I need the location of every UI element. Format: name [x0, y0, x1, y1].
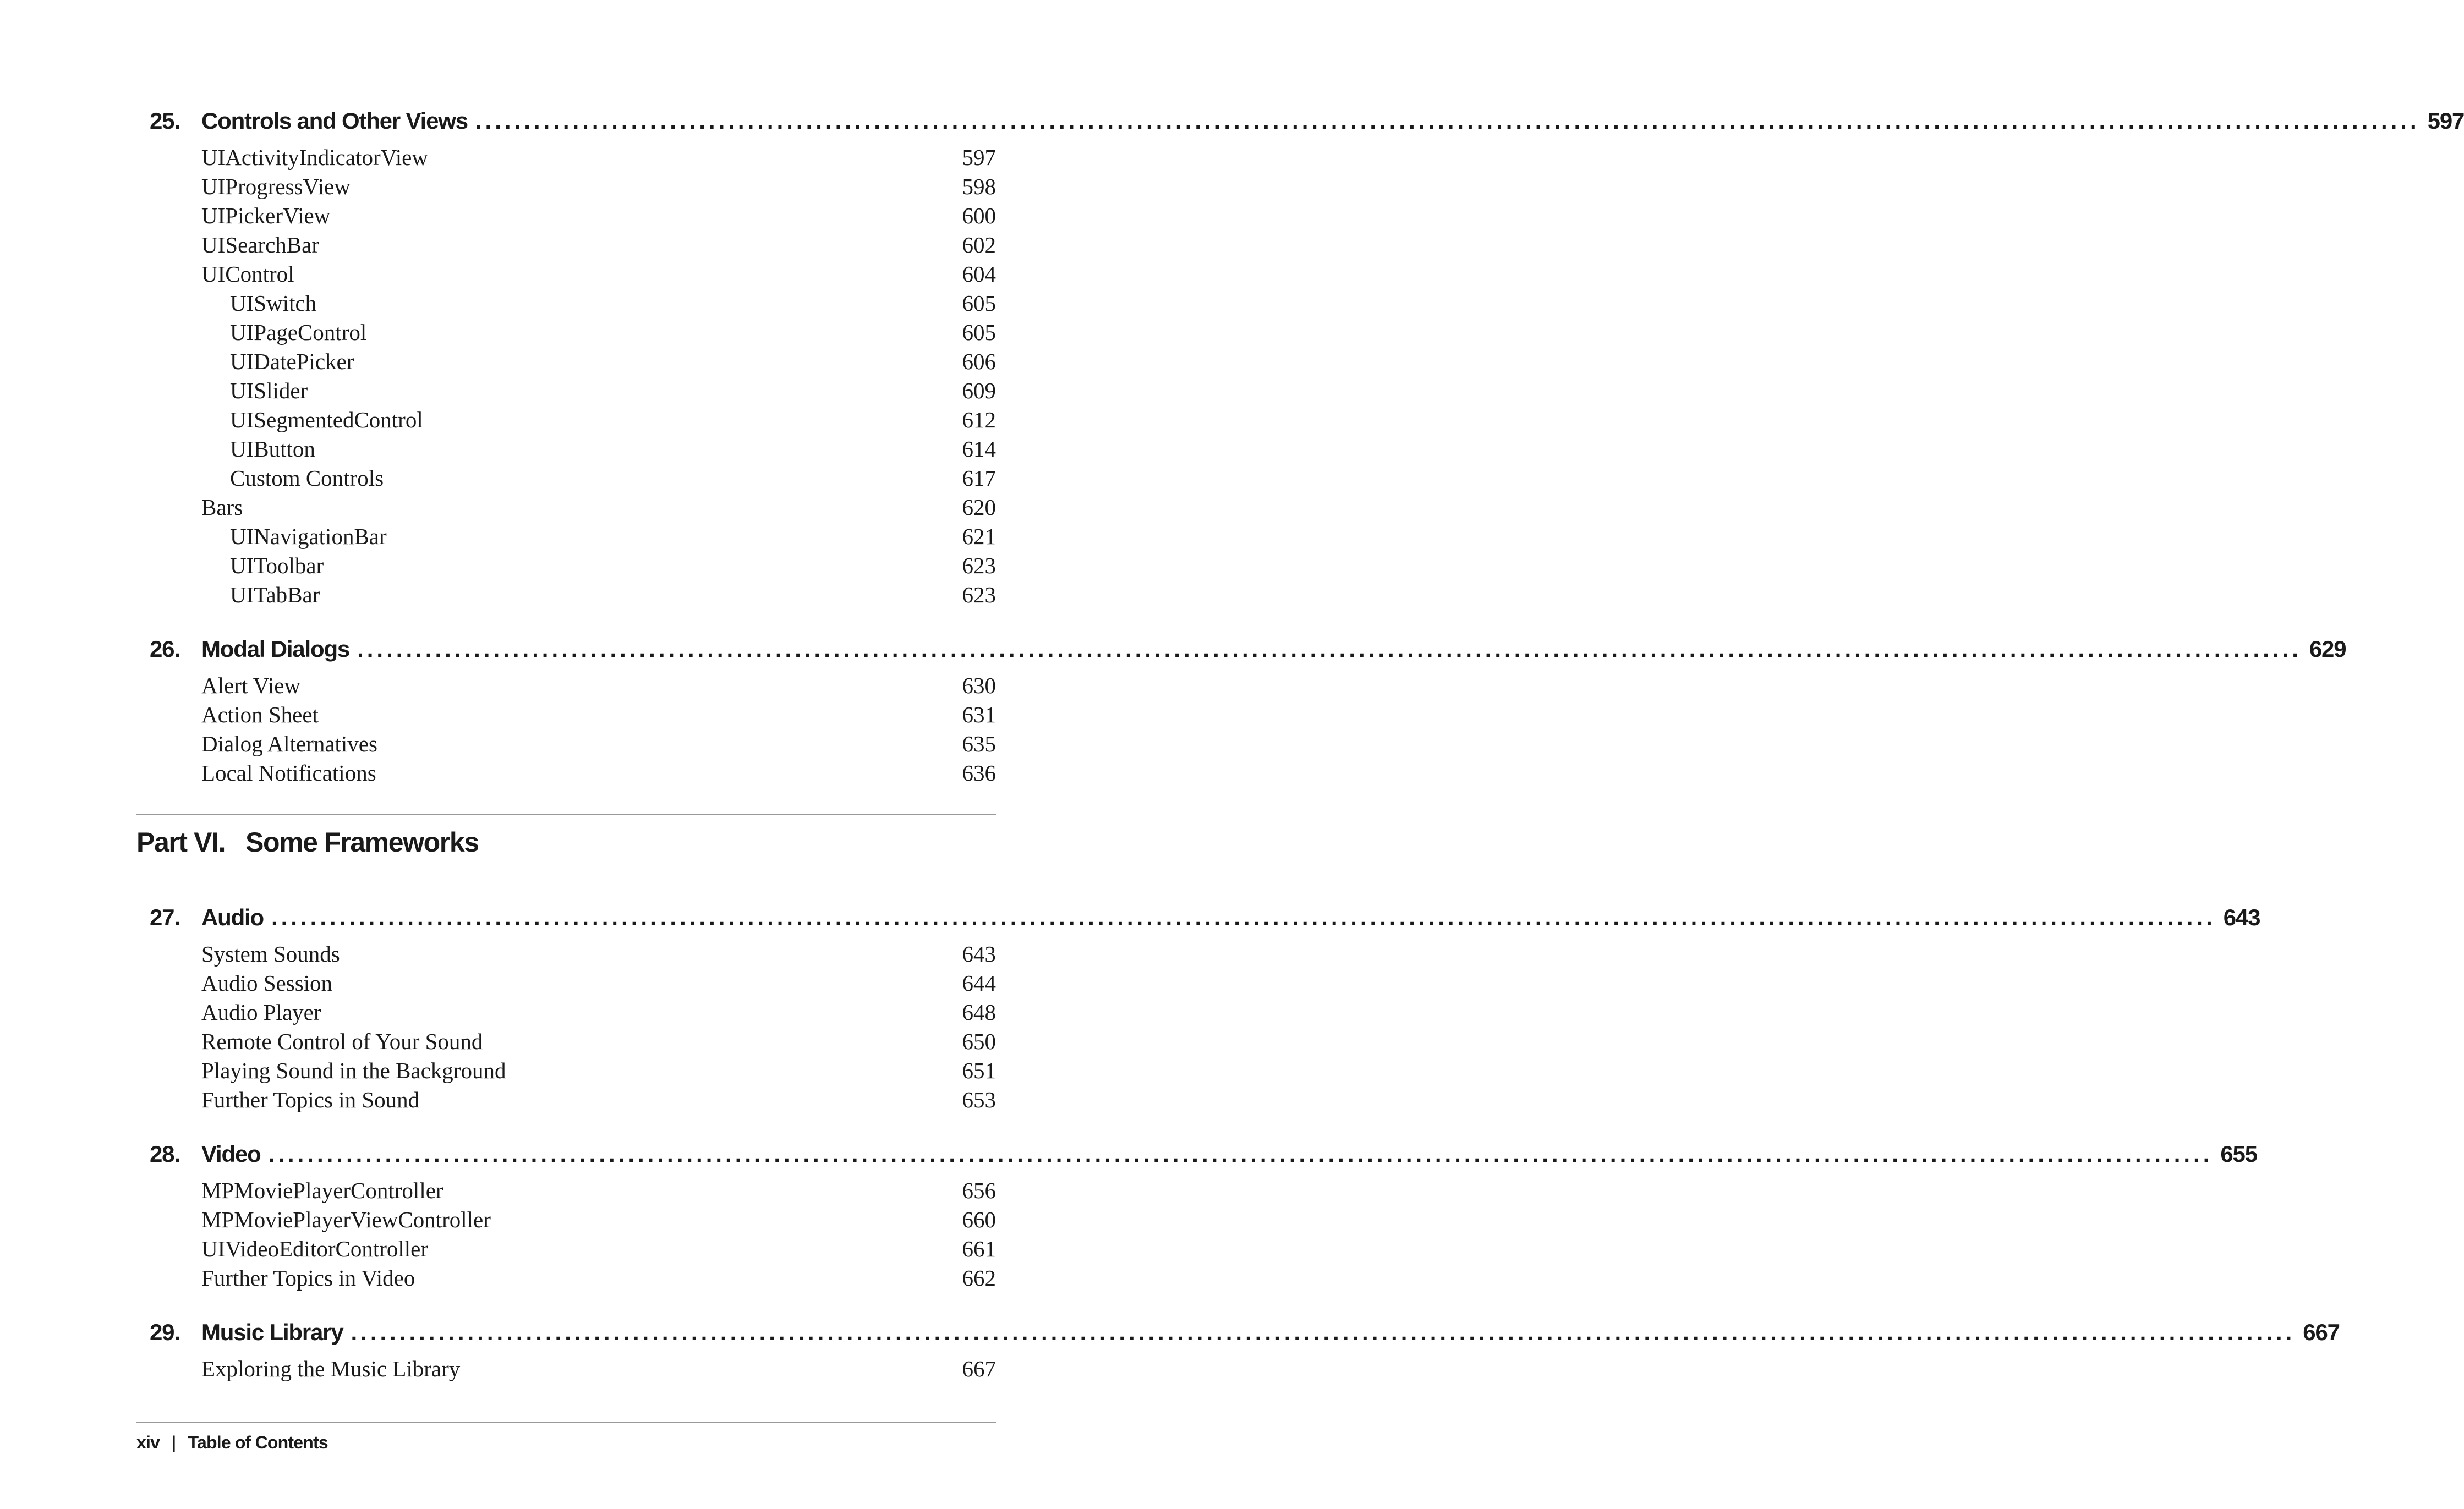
chapter-number: 29. — [150, 1319, 180, 1345]
toc-section-entry[interactable] — [136, 1354, 996, 1384]
entry-label: Local Notifications — [201, 760, 376, 786]
entry-label: System Sounds — [201, 941, 340, 967]
chapter-heading[interactable] — [136, 904, 2260, 940]
toc-section-entry[interactable] — [136, 1056, 996, 1085]
dot-leader: ........................................................................................................................................................................................................ — [351, 1319, 2296, 1345]
entry-label: UITabBar — [230, 582, 320, 607]
footer-separator: | — [172, 1433, 176, 1452]
toc-section-entry[interactable] — [136, 143, 996, 172]
entry-label: UIPageControl — [230, 320, 367, 345]
entry-page-number: 612 — [962, 407, 996, 432]
toc-subsection-entry[interactable] — [136, 522, 996, 551]
toc-subsection-entry[interactable] — [136, 435, 996, 464]
entry-label: Bars — [201, 495, 243, 520]
toc-section-entry[interactable] — [136, 260, 996, 289]
chapter-page-number: 643 — [2223, 904, 2260, 930]
toc-section-entry[interactable] — [136, 1027, 996, 1056]
chapter-title: Modal Dialogs — [201, 636, 350, 662]
chapter-heading[interactable] — [136, 1319, 2340, 1354]
entry-label: Playing Sound in the Background — [201, 1058, 506, 1083]
entry-page-number: 656 — [962, 1178, 996, 1203]
chapter-heading[interactable] — [136, 108, 2464, 143]
entry-page-number: 636 — [962, 760, 996, 786]
entry-page-number: 604 — [962, 261, 996, 287]
page-footer — [136, 1433, 328, 1453]
entry-page-number: 643 — [962, 941, 996, 967]
chapter-number: 25. — [150, 108, 180, 134]
entry-page-number: 667 — [962, 1356, 996, 1381]
toc-section-entry[interactable] — [136, 201, 996, 231]
entry-page-number: 660 — [962, 1207, 996, 1232]
toc-subsection-entry[interactable] — [136, 289, 996, 318]
toc-subsection-entry[interactable] — [136, 318, 996, 347]
entry-label: UIActivityIndicatorView — [201, 145, 428, 170]
footer-rule — [136, 1422, 996, 1423]
dot-leader: ........................................................................................................................................................................................................ — [271, 904, 2216, 930]
entry-page-number: 661 — [962, 1236, 996, 1261]
toc-section-entry[interactable] — [136, 729, 996, 759]
chapter-number: 26. — [150, 636, 180, 662]
entry-label: UISegmentedControl — [230, 407, 423, 432]
part-label: Part VI. — [136, 827, 226, 858]
toc-chapter — [136, 1141, 2257, 1293]
entry-label: UIPickerView — [201, 203, 331, 228]
toc-section-entry[interactable] — [136, 998, 996, 1027]
entry-page-number: 600 — [962, 203, 996, 228]
toc-subsection-entry[interactable] — [136, 464, 996, 493]
part-title: Some Frameworks — [245, 827, 479, 858]
toc-subsection-entry[interactable] — [136, 347, 996, 376]
entry-page-number: 644 — [962, 970, 996, 996]
dot-leader: ........................................................................................................................................................................................................ — [268, 1141, 2213, 1167]
entry-label: Action Sheet — [201, 702, 319, 727]
entry-page-number: 621 — [962, 524, 996, 549]
part-heading — [136, 815, 996, 879]
toc-section-entry[interactable] — [136, 759, 996, 788]
entry-page-number: 605 — [962, 290, 996, 316]
entry-label: UISwitch — [230, 290, 317, 316]
entry-label: Custom Controls — [230, 465, 384, 491]
chapter-page-number: 629 — [2309, 636, 2346, 662]
toc-chapter — [136, 904, 2260, 1115]
entry-page-number: 635 — [962, 731, 996, 756]
chapter-title: Controls and Other Views — [201, 108, 468, 134]
entry-page-number: 605 — [962, 320, 996, 345]
entry-page-number: 614 — [962, 436, 996, 462]
entry-page-number: 617 — [962, 465, 996, 491]
entry-label: Audio Session — [201, 970, 333, 996]
toc-page — [136, 108, 2464, 1410]
entry-page-number: 648 — [962, 1000, 996, 1025]
entry-page-number: 662 — [962, 1265, 996, 1291]
footer-running-title: Table of Contents — [188, 1433, 328, 1452]
entry-label: UIVideoEditorController — [201, 1236, 429, 1261]
chapter-page-number: 597 — [2427, 108, 2464, 134]
toc-section-entry[interactable] — [136, 1234, 996, 1264]
entry-page-number: 598 — [962, 174, 996, 199]
entry-page-number: 631 — [962, 702, 996, 727]
entry-label: UIButton — [230, 436, 315, 462]
entry-page-number: 650 — [962, 1029, 996, 1054]
entry-page-number: 609 — [962, 378, 996, 403]
chapter-number: 27. — [150, 904, 180, 930]
entry-label: Alert View — [201, 673, 301, 698]
toc-subsection-entry[interactable] — [136, 580, 996, 610]
entry-label: UINavigationBar — [230, 524, 387, 549]
toc-chapter — [136, 636, 2346, 788]
chapter-page-number: 655 — [2220, 1141, 2257, 1167]
chapter-heading[interactable] — [136, 1141, 2257, 1176]
chapter-title: Music Library — [201, 1319, 343, 1345]
toc-section-entry[interactable] — [136, 1264, 996, 1293]
entry-page-number: 620 — [962, 495, 996, 520]
entry-page-number: 597 — [962, 145, 996, 170]
toc-section-entry[interactable] — [136, 969, 996, 998]
toc-section-entry[interactable] — [136, 940, 996, 969]
toc-section-before-part — [136, 108, 2464, 788]
toc-section-entry[interactable] — [136, 700, 996, 729]
toc-chapter — [136, 1319, 2340, 1384]
entry-page-number: 651 — [962, 1058, 996, 1083]
chapter-title: Video — [201, 1141, 261, 1167]
chapter-page-number: 667 — [2303, 1319, 2340, 1345]
entry-label: Audio Player — [201, 1000, 321, 1025]
chapter-title: Audio — [201, 904, 264, 930]
entry-page-number: 623 — [962, 553, 996, 578]
entry-label: MPMoviePlayerViewController — [201, 1207, 491, 1232]
toc-subsection-entry[interactable] — [136, 551, 996, 580]
entry-label: Exploring the Music Library — [201, 1356, 461, 1381]
entry-page-number: 602 — [962, 232, 996, 257]
toc-section-after-part — [136, 904, 2340, 1384]
entry-label: UISlider — [230, 378, 308, 403]
toc-subsection-entry[interactable] — [136, 405, 996, 435]
footer-page-number: xiv — [136, 1433, 160, 1452]
entry-page-number: 653 — [962, 1087, 996, 1112]
entry-label: Dialog Alternatives — [201, 731, 377, 756]
entry-page-number: 623 — [962, 582, 996, 607]
entry-label: UISearchBar — [201, 232, 320, 257]
chapter-number: 28. — [150, 1141, 180, 1167]
dot-leader: ........................................................................................................................................................................................................ — [357, 636, 2302, 662]
entry-label: Further Topics in Sound — [201, 1087, 420, 1112]
entry-label: UIControl — [201, 261, 294, 287]
toc-section-entry[interactable] — [136, 493, 996, 522]
entry-page-number: 630 — [962, 673, 996, 698]
entry-label: Remote Control of Your Sound — [201, 1029, 483, 1054]
toc-section-entry[interactable] — [136, 1085, 996, 1115]
entry-label: MPMoviePlayerController — [201, 1178, 443, 1203]
toc-section-entry[interactable] — [136, 671, 996, 700]
entry-label: UIProgressView — [201, 174, 351, 199]
entry-label: UIDatePicker — [230, 349, 354, 374]
toc-section-entry[interactable] — [136, 1205, 996, 1234]
toc-section-entry[interactable] — [136, 231, 996, 260]
toc-subsection-entry[interactable] — [136, 376, 996, 405]
entry-label: Further Topics in Video — [201, 1265, 415, 1291]
chapter-heading[interactable] — [136, 636, 2346, 671]
dot-leader: ........................................................................................................................................................................................................ — [475, 108, 2420, 134]
entry-page-number: 606 — [962, 349, 996, 374]
entry-label: UIToolbar — [230, 553, 324, 578]
toc-section-entry[interactable] — [136, 1176, 996, 1205]
toc-section-entry[interactable] — [136, 172, 996, 201]
toc-chapter — [136, 108, 2464, 610]
